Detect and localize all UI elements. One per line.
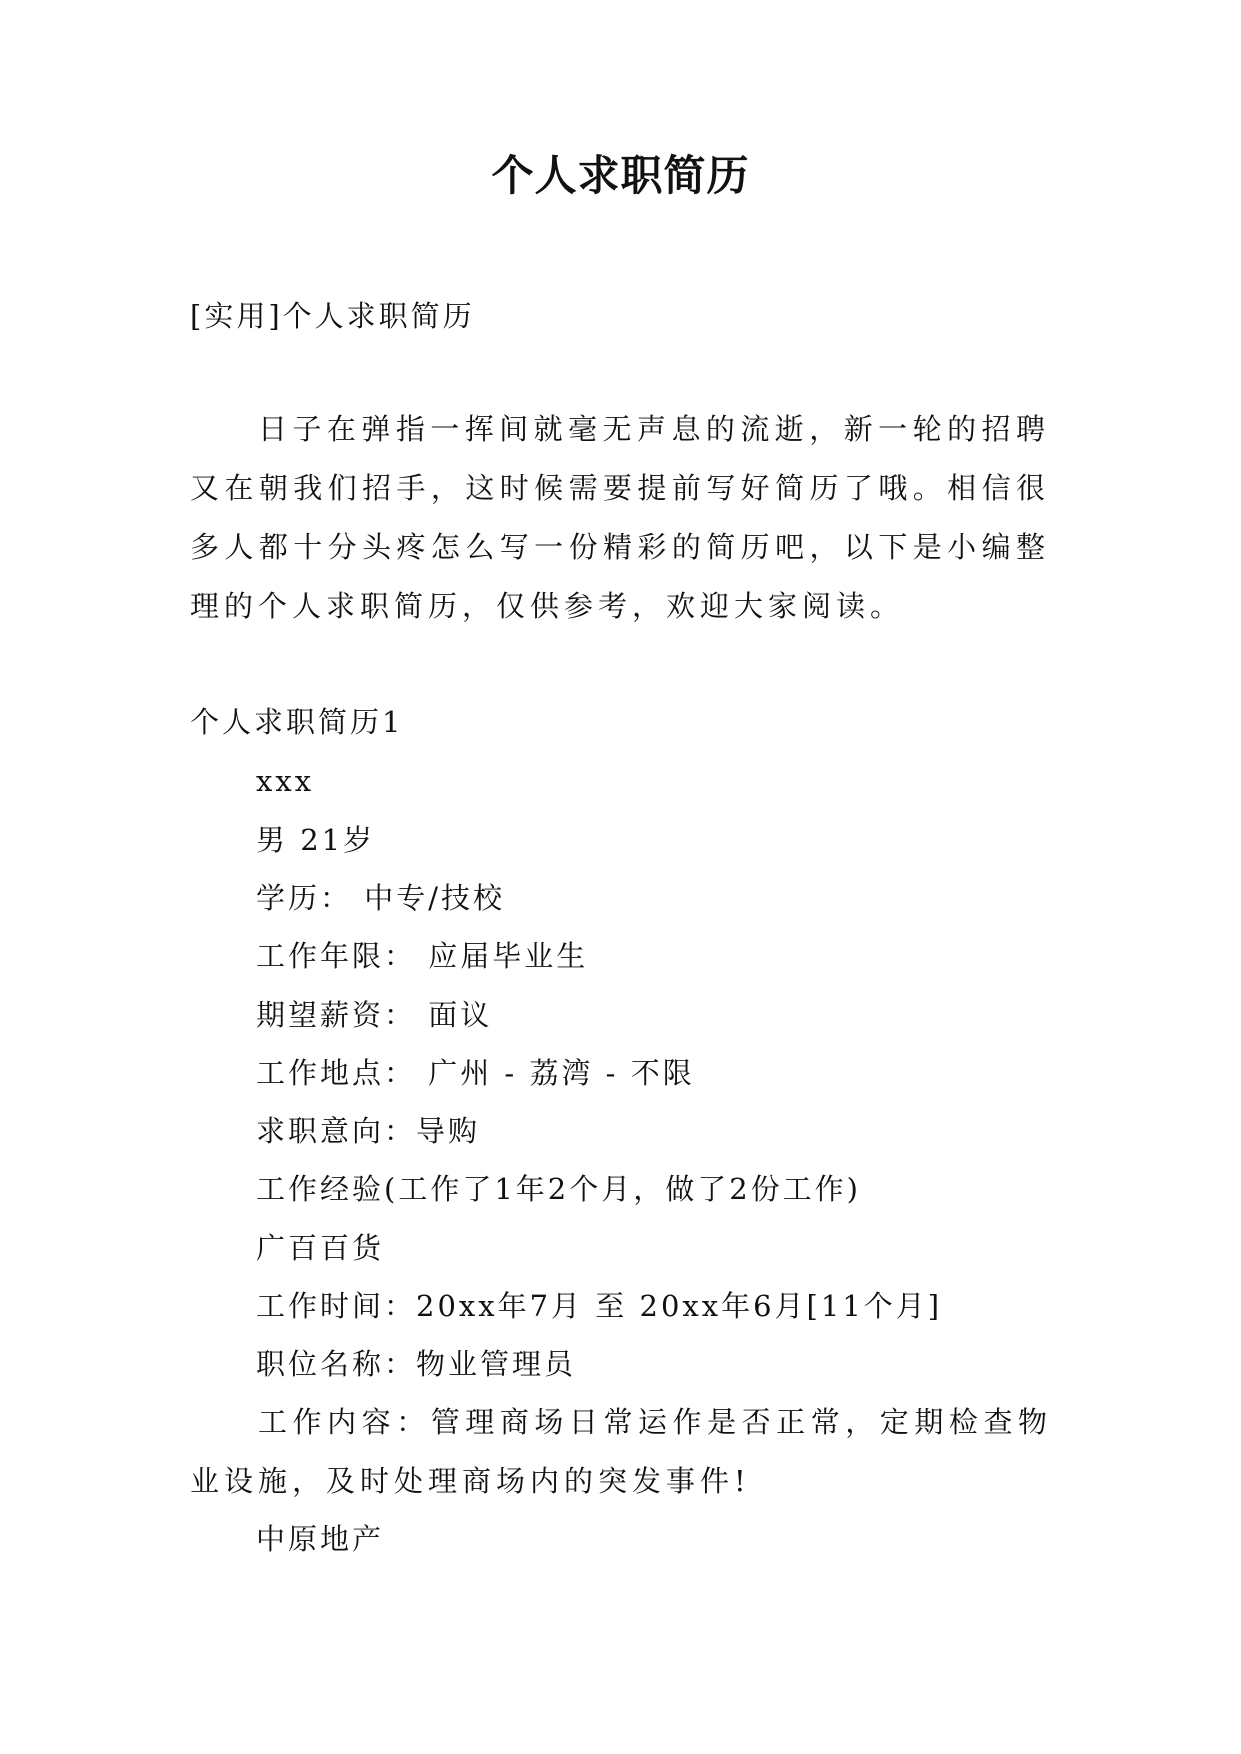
company-name-1: 广百百货 [256, 1231, 385, 1265]
company-name-2: 中原地产 [256, 1522, 385, 1556]
position-field: 职位名称：物业管理员 [256, 1347, 577, 1381]
section-heading: 个人求职简历1 [190, 705, 404, 739]
work-location-field: 工作地点： 广州 - 荔湾 - 不限 [256, 1056, 695, 1090]
document-subtitle: [实用]个人求职简历 [190, 299, 475, 333]
work-years-field: 工作年限： 应届毕业生 [256, 939, 589, 973]
expected-salary-field: 期望薪资： 面议 [256, 998, 493, 1032]
applicant-name: xxx [256, 764, 315, 798]
experience-summary: 工作经验(工作了1年2个月，做了2份工作) [256, 1172, 861, 1206]
document-title: 个人求职简历 [491, 151, 750, 200]
job-intention-field: 求职意向：导购 [256, 1114, 481, 1148]
intro-paragraph: 日子在弹指一挥间就毫无声息的流逝，新一轮的招聘又在朝我们招手，这时候需要提前写好简历了哦。相信很多人都十分头疼怎么写一份精彩的简历吧，以下是小编整理的个人求职简历，仅供参考，欢迎大家阅读。 [190, 412, 1050, 623]
work-time-field: 工作时间：20xx年7月 至 20xx年6月[11个月] [256, 1289, 943, 1323]
education-field: 学历： 中专/技校 [256, 881, 505, 915]
gender-age: 男 21岁 [256, 823, 376, 857]
work-content-paragraph: 工作内容：管理商场日常运作是否正常，定期检查物业设施，及时处理商场内的突发事件! [190, 1405, 1052, 1498]
